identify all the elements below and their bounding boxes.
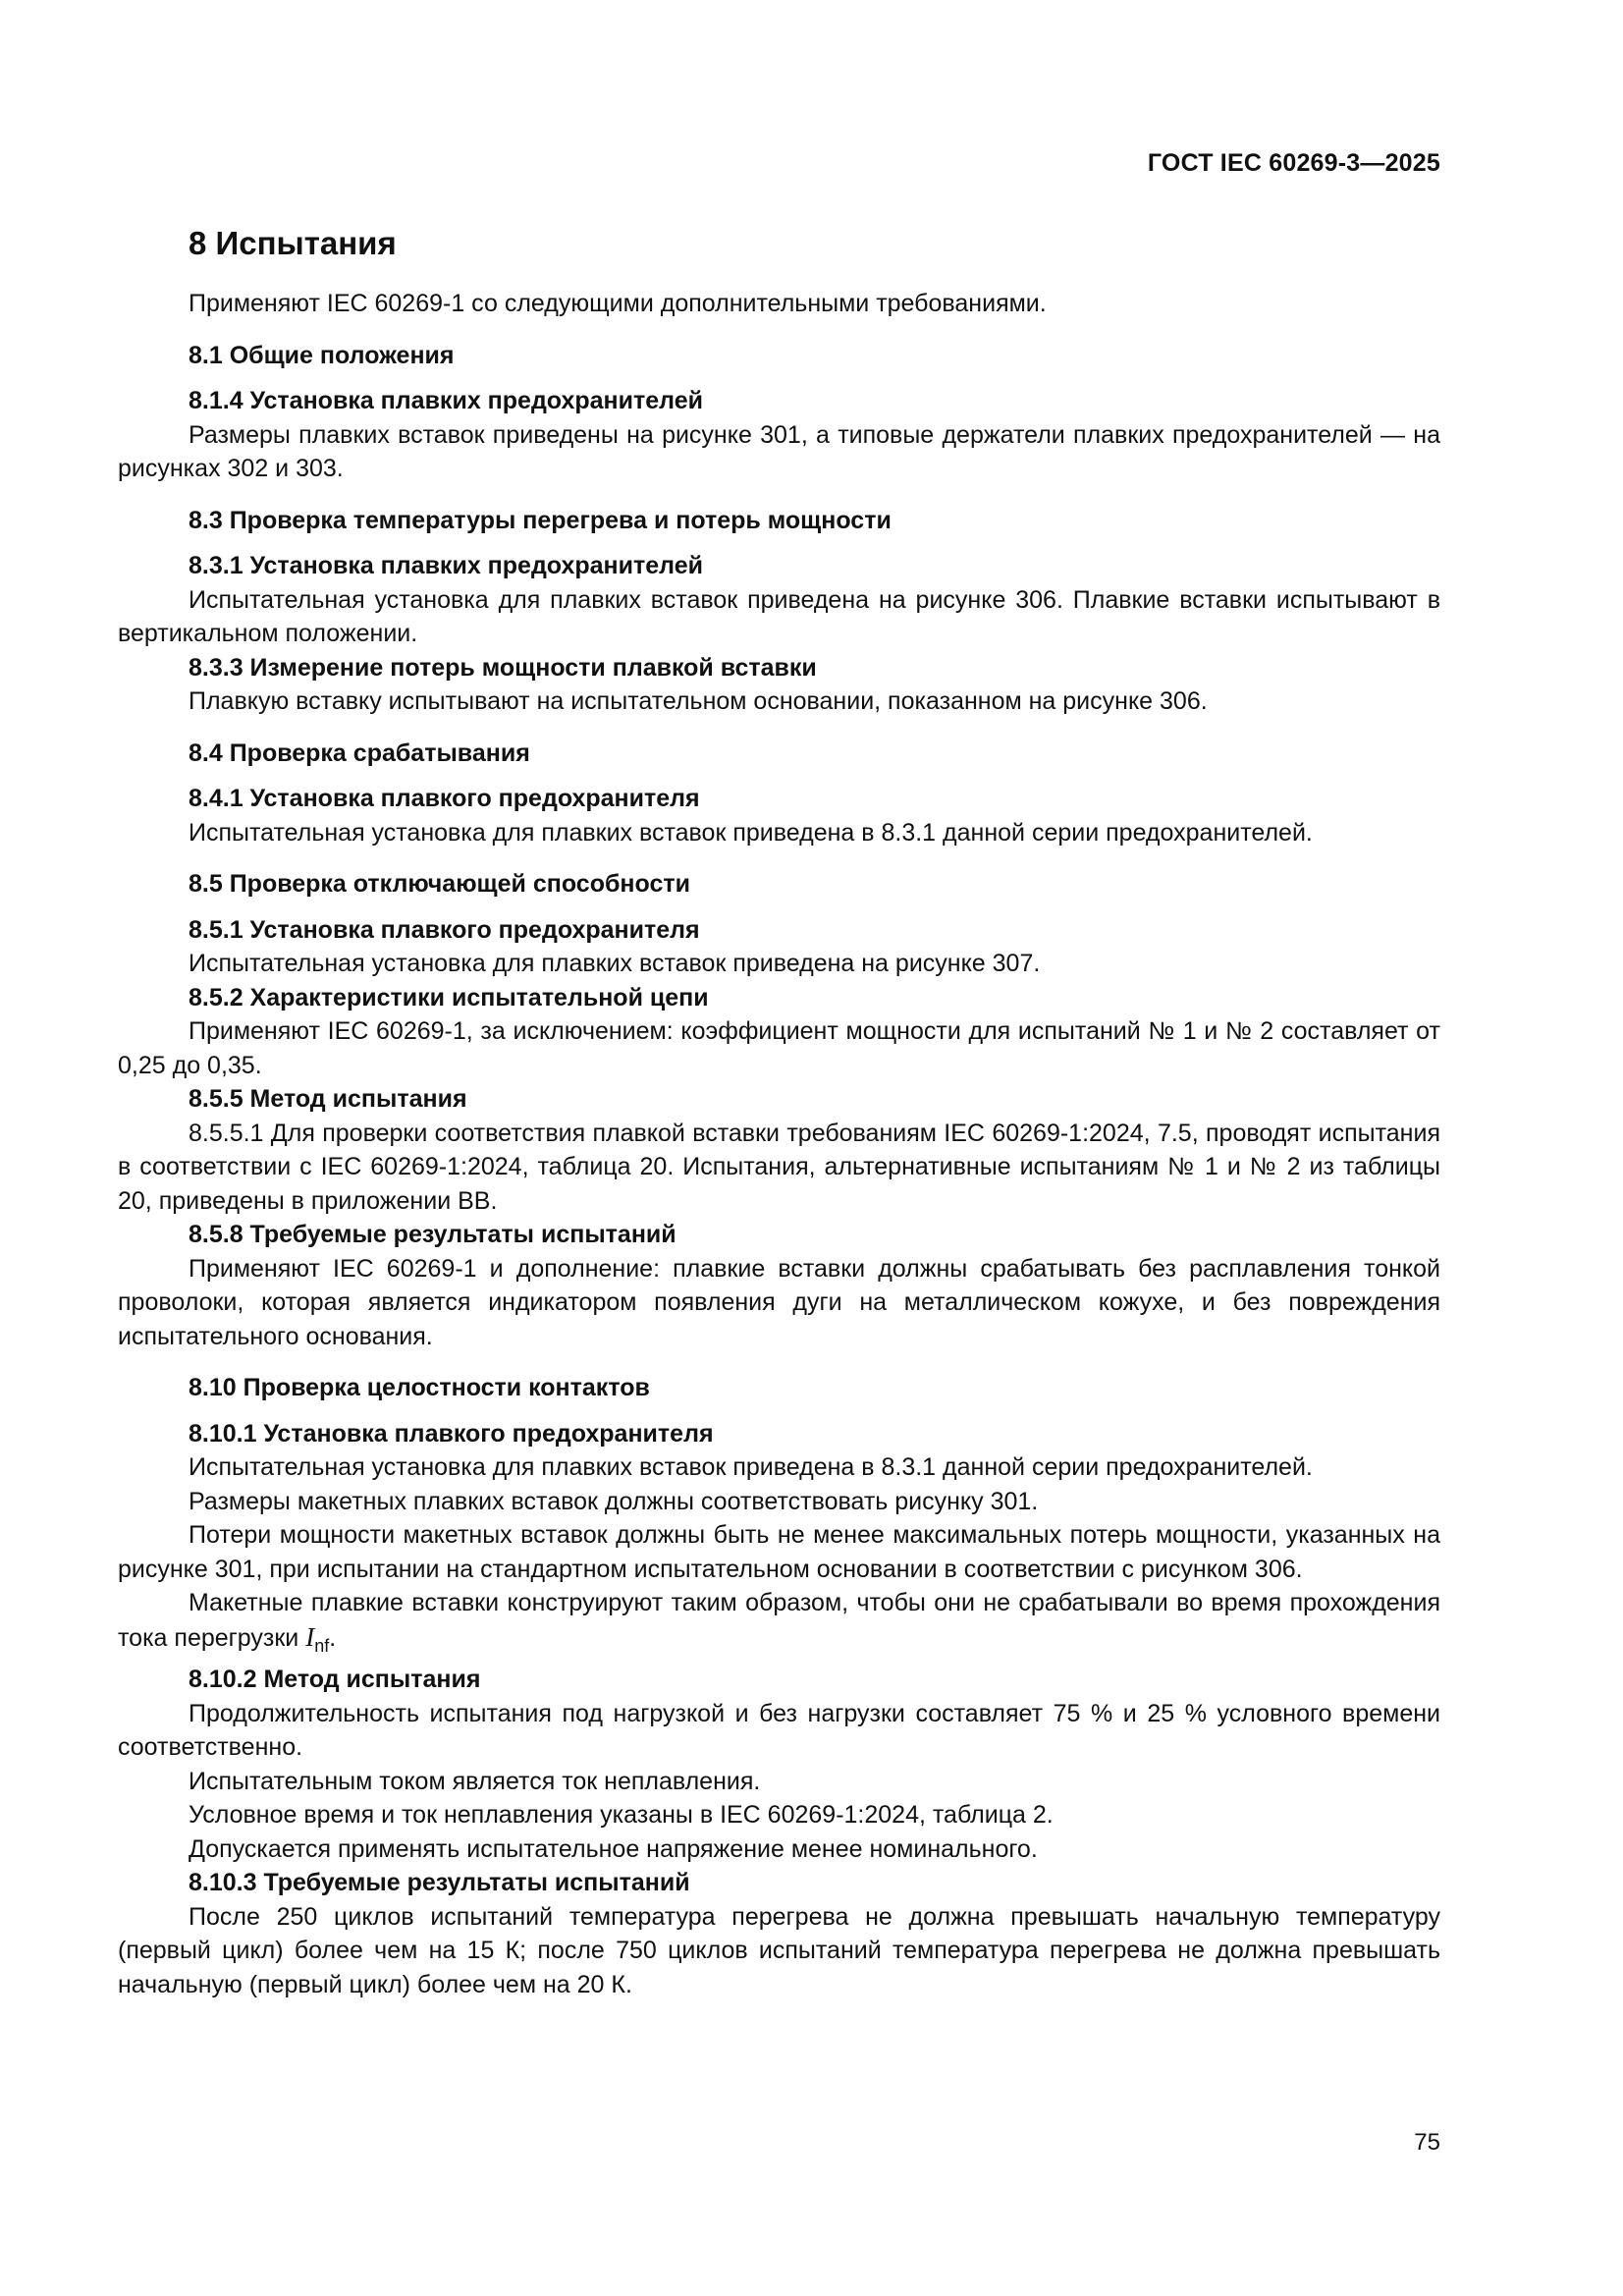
heading-8-4-1: 8.4.1 Установка плавкого предохранителя [189, 785, 700, 812]
text-8-5-1: Испытательная установка для плавких вставок приведена на рисунке 307. [189, 950, 1041, 977]
text-8-10-1-p1: Испытательная установка для плавких вставок приведена в 8.3.1 данной серии предохранителей. [189, 1453, 1313, 1481]
text-8-5-5: 8.5.5.1 Для проверки соответствия плавкой вставки требованиям IEC 60269-1:2024, 7.5, проводят испытания в соответствии с IEC 60269-1:2024, таблица 20. Испытания, альтернативные испытаниям № 1 и № 2 из таблицы 20, приведены в приложении ВВ. [118, 1119, 1440, 1215]
text-8-10-2-p3: Условное время и ток неплавления указаны в IEC 60269-1:2024, таблица 2. [189, 1801, 1054, 1829]
heading-8-5: 8.5 Проверка отключающей способности [189, 870, 690, 898]
heading-8-4: 8.4 Проверка срабатывания [189, 738, 530, 767]
text-8-10-1-p4-end: . [329, 1623, 337, 1652]
text-8-10-2-p4: Допускается применять испытательное напряжение менее номинального. [189, 1834, 1038, 1863]
heading-8-5-2: 8.5.2 Характеристики испытательной цепи [189, 983, 709, 1011]
current-subscript: nf [314, 1635, 330, 1656]
heading-8-3-3: 8.3.3 Измерение потерь мощности плавкой вставки [189, 653, 817, 682]
heading-8-1-4: 8.1.4 Установка плавких предохранителей [189, 387, 703, 414]
heading-8-3-1: 8.3.1 Установка плавких предохранителей [189, 552, 703, 579]
text-8-10-1-p4-main: Макетные плавкие вставки конструируют таким образом, чтобы они не срабатывали во время прохождения тока перегрузки [118, 1589, 1440, 1652]
document-body [118, 222, 1440, 2001]
heading-8-10-2: 8.10.2 Метод испытания [189, 1666, 481, 1693]
text-8-10-1-p2: Размеры макетных плавких вставок должны соответствовать рисунку 301. [189, 1487, 1039, 1515]
text-8-10-3: После 250 циклов испытаний температура перегрева не должна превышать начальную температуру (первый цикл) более чем на 15 К; после 750 циклов испытаний температура перегрева не должна превышать начальную (первый цикл) более чем на 20 К. [118, 1902, 1440, 1998]
text-8-3-1: Испытательная установка для плавких вставок приведена на рисунке 306. Плавкие вставки испытывают в вертикальном положении. [118, 585, 1440, 647]
document-header: ГОСТ IEC 60269-3—2025 [1147, 149, 1440, 177]
section-intro: Применяют IEC 60269-1 со следующими дополнительными требованиями. [189, 290, 1047, 317]
current-symbol: I [305, 1621, 315, 1652]
text-8-5-2: Применяют IEC 60269-1, за исключением: коэффициент мощности для испытаний № 1 и № 2 составляет от 0,25 до 0,35. [118, 1017, 1440, 1079]
heading-8-10-1: 8.10.1 Установка плавкого предохранителя [189, 1419, 714, 1448]
heading-8-3: 8.3 Проверка температуры перегрева и потерь мощности [189, 506, 892, 534]
heading-8-10-3: 8.10.3 Требуемые результаты испытаний [189, 1869, 690, 1896]
heading-8-5-8: 8.5.8 Требуемые результаты испытаний [189, 1221, 676, 1248]
heading-8-5-5: 8.5.5 Метод испытания [189, 1085, 467, 1113]
text-8-4-1: Испытательная установка для плавких вставок приведена в 8.3.1 данной серии предохранителей. [189, 818, 1313, 847]
section-title: 8 Испытания [189, 225, 397, 261]
text-8-1-4: Размеры плавких вставок приведены на рисунке 301, а типовые держатели плавких предохранителей — на рисунках 302 и 303. [118, 420, 1440, 482]
heading-8-5-1: 8.5.1 Установка плавкого предохранителя [189, 915, 700, 944]
heading-8-1: 8.1 Общие положения [189, 341, 455, 369]
text-8-10-2-p1: Продолжительность испытания под нагрузкой и без нагрузки составляет 75 % и 25 % условного времени соответственно. [118, 1699, 1440, 1761]
text-8-10-1-p4 [118, 1586, 1440, 1663]
text-8-5-8: Применяют IEC 60269-1 и дополнение: плавкие вставки должны срабатывать без расплавления тонкой проволоки, которая является индикатором появления дуги на металлическом кожухе, и без повреждения испытательного основания. [118, 1254, 1440, 1350]
text-8-10-2-p2: Испытательным током является ток неплавления. [189, 1767, 761, 1795]
page-number: 75 [1414, 2129, 1440, 2156]
heading-8-10: 8.10 Проверка целостности контактов [189, 1374, 650, 1401]
text-8-10-1-p3: Потери мощности макетных вставок должны быть не менее максимальных потерь мощности, указанных на рисунке 301, при испытании на стандартном испытательном основании в соответствии с рисунком 306. [118, 1521, 1440, 1583]
text-8-3-3: Плавкую вставку испытывают на испытательном основании, показанном на рисунке 306. [189, 687, 1208, 715]
